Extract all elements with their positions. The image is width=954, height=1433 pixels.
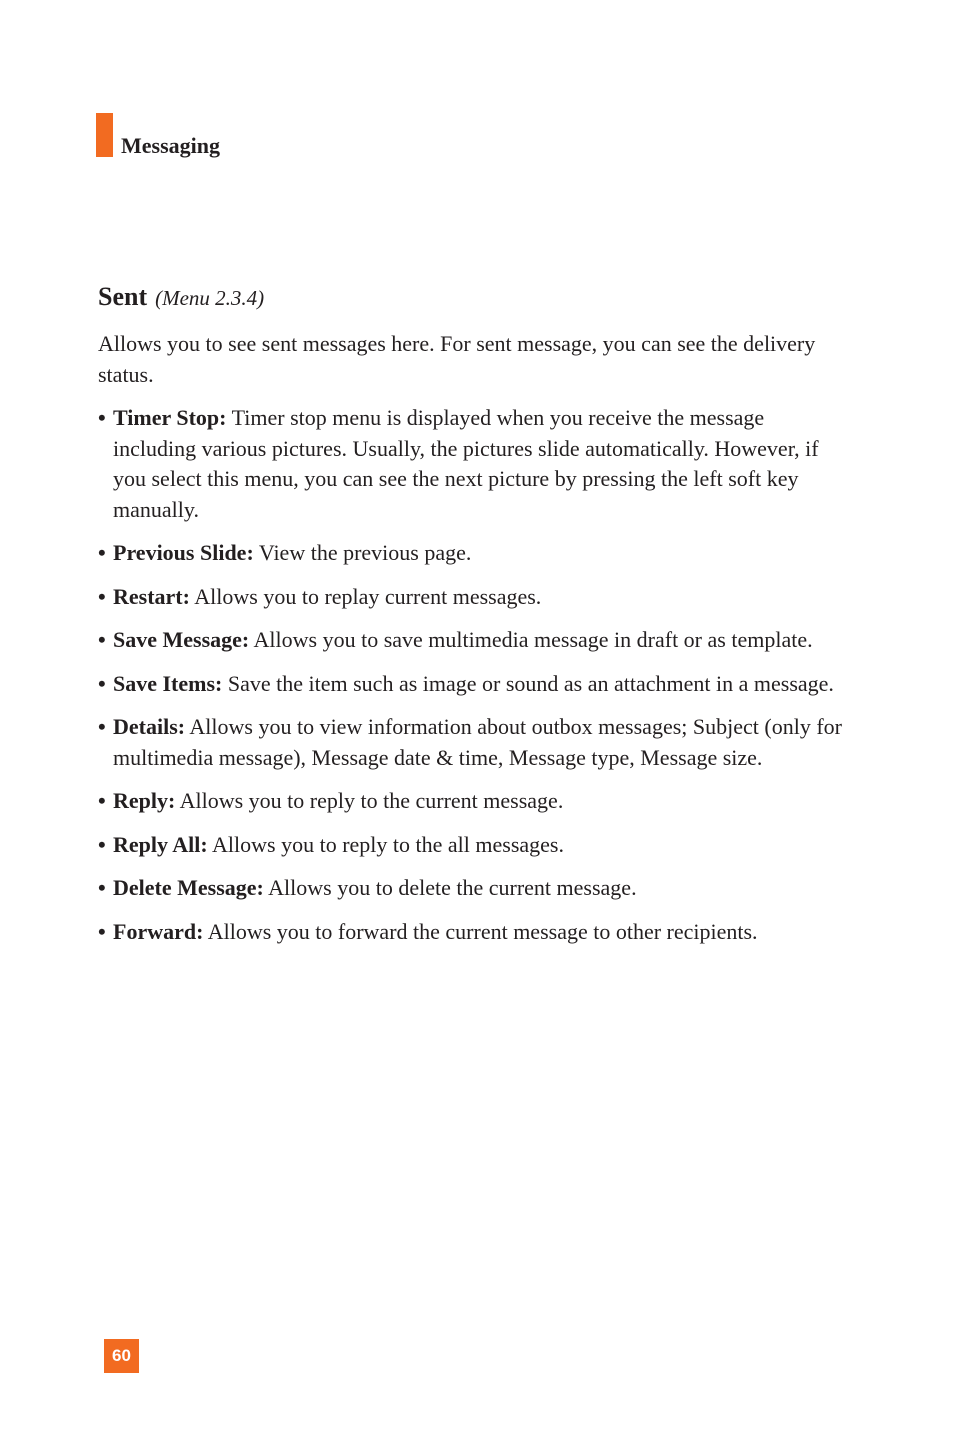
- item-term: Reply:: [113, 788, 176, 813]
- item-description: Timer stop menu is displayed when you receive the message including various pictures. Usually, the pictures slide automatically. However, if you select this menu, you can see the next picture by pressing the left soft key manually.: [113, 405, 819, 522]
- list-item: [98, 873, 843, 904]
- list-item: [98, 917, 843, 948]
- bullet-icon: •: [98, 670, 106, 696]
- item-description: Allows you to save multimedia message in draft or as template.: [253, 627, 813, 652]
- list-item: [98, 669, 843, 700]
- item-description: Save the item such as image or sound as an attachment in a message.: [227, 670, 834, 696]
- item-term: Details:: [113, 714, 186, 739]
- section-intro: Allows you to see sent messages here. For sent message, you can see the delivery status.: [98, 331, 816, 387]
- item-term: Save Items:: [113, 670, 223, 696]
- list-item: [98, 830, 843, 861]
- section-heading: [98, 280, 843, 318]
- main-content: [98, 280, 843, 960]
- header-accent-bar: [96, 113, 113, 157]
- page-number: 60: [104, 1339, 139, 1373]
- item-term: Timer Stop:: [113, 405, 227, 430]
- option-list: [98, 403, 843, 947]
- section-title: Sent: [98, 282, 148, 311]
- bullet-icon: •: [98, 583, 106, 609]
- bullet-icon: •: [98, 405, 106, 430]
- bullet-icon: •: [98, 714, 106, 739]
- item-description: Allows you to replay current messages.: [194, 583, 542, 609]
- bullet-icon: •: [98, 918, 106, 944]
- bullet-icon: •: [98, 831, 106, 857]
- bullet-icon: •: [98, 788, 106, 813]
- item-description: Allows you to reply to the current message.: [179, 788, 564, 813]
- bullet-icon: •: [98, 627, 106, 652]
- chapter-title: Messaging: [121, 133, 220, 158]
- list-item: [98, 712, 843, 773]
- item-term: Reply All:: [113, 831, 208, 857]
- list-item: [98, 582, 843, 613]
- list-item: [98, 786, 843, 817]
- list-item: [98, 403, 843, 525]
- list-item: [98, 538, 843, 569]
- item-description: Allows you to forward the current message to other recipients.: [207, 918, 758, 944]
- bullet-icon: •: [98, 540, 106, 565]
- bullet-icon: •: [98, 875, 106, 900]
- item-term: Delete Message:: [113, 875, 264, 900]
- item-description: Allows you to view information about outbox messages; Subject (only for multimedia message), Message date & time, Message type, Message size.: [113, 714, 842, 770]
- item-term: Forward:: [113, 918, 204, 944]
- item-term: Previous Slide:: [113, 540, 254, 565]
- item-description: Allows you to delete the current message.: [268, 875, 637, 900]
- item-term: Restart:: [113, 583, 190, 609]
- item-description: Allows you to reply to the all messages.: [212, 831, 564, 857]
- menu-reference: (Menu 2.3.4): [155, 286, 265, 310]
- item-term: Save Message:: [113, 627, 250, 652]
- list-item: [98, 625, 843, 656]
- item-description: View the previous page.: [258, 540, 472, 565]
